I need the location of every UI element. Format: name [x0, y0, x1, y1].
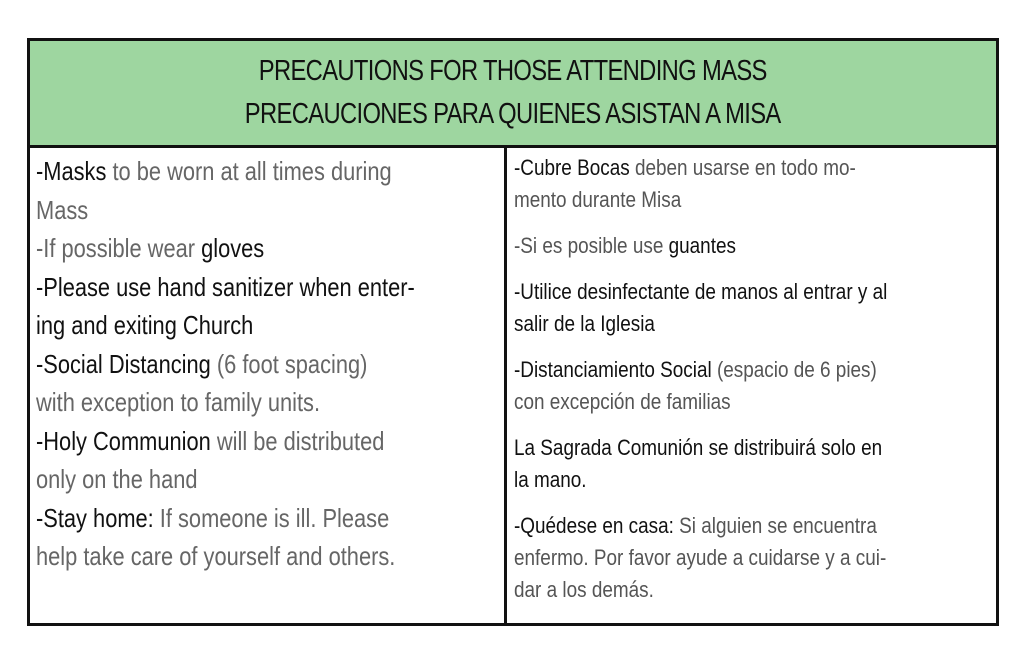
list-item	[36, 499, 506, 538]
item-keyword: -Social Distancing	[36, 348, 211, 379]
list-item	[36, 306, 506, 345]
list-item	[514, 574, 961, 606]
list-item	[514, 542, 961, 574]
item-keyword: -Masks	[36, 156, 107, 186]
item-keyword: -Cubre Bocas	[514, 155, 630, 180]
list-item	[514, 354, 961, 386]
item-text: will be distributed	[210, 425, 385, 456]
spanish-column	[507, 148, 996, 623]
list-item	[514, 276, 961, 308]
list-item	[514, 464, 961, 496]
list-item	[36, 268, 506, 307]
item-text: con excepción de familias	[514, 389, 731, 414]
list-item	[514, 308, 961, 340]
item-text: If someone is ill. Please	[153, 502, 390, 533]
list-item	[36, 345, 506, 384]
item-text: (espacio de 6 pies)	[711, 357, 877, 382]
item-text: Mass	[36, 194, 89, 225]
item-keyword: La Sagrada Comunión se distribuirá solo en	[514, 435, 883, 460]
table-header	[30, 41, 996, 148]
item-text: help take care of yourself and others.	[36, 541, 396, 571]
item-keyword: -Please use hand sanitizer when enter-	[36, 271, 415, 302]
item-keyword: salir de la Iglesia	[514, 311, 655, 336]
item-keyword: gloves	[201, 233, 265, 263]
item-text: -Si es posible use	[514, 233, 669, 258]
item-keyword: -Quédese en casa:	[514, 513, 674, 538]
item-keyword: -Holy Communion	[36, 425, 211, 456]
item-text: to be worn at all times during	[106, 156, 392, 186]
item-text: enfermo. Por favor ayude a cuidarse y a cui-	[514, 545, 887, 570]
item-text: deben usarse en todo mo-	[629, 155, 856, 180]
list-item	[36, 422, 506, 461]
list-item	[514, 510, 961, 542]
list-item	[514, 230, 961, 262]
item-text: Si alguien se encuentra	[673, 513, 877, 538]
english-column	[30, 148, 507, 623]
list-item	[36, 229, 506, 268]
list-item	[36, 152, 506, 191]
item-text: only on the hand	[36, 464, 198, 494]
list-item	[514, 432, 961, 464]
title-english: PRECAUTIONS FOR THOSE ATTENDING MASS	[259, 55, 767, 87]
item-keyword: ing and exiting Church	[36, 310, 254, 340]
item-text: (6 foot spacing)	[210, 348, 368, 379]
item-text: -If possible wear	[36, 233, 202, 263]
list-item	[514, 152, 961, 184]
item-keyword: la mano.	[514, 467, 587, 492]
item-text: dar a los demás.	[514, 577, 654, 602]
list-item	[36, 191, 506, 230]
list-item	[36, 537, 506, 576]
item-text: with exception to family units.	[36, 387, 321, 417]
item-keyword: guantes	[668, 233, 736, 258]
item-keyword: -Stay home:	[36, 502, 154, 533]
precautions-table	[27, 38, 999, 626]
item-keyword: -Distanciamiento Social	[514, 357, 712, 382]
list-item	[36, 383, 506, 422]
item-text: y al	[852, 279, 888, 304]
title-spanish: PRECAUCIONES PARA QUIENES ASISTAN A MISA	[245, 98, 781, 130]
list-item	[36, 460, 506, 499]
item-keyword: -Utilice desinfectante de manos al entrar	[514, 279, 853, 304]
list-item	[514, 386, 961, 418]
item-text: mento durante Misa	[514, 187, 682, 212]
list-item	[514, 184, 961, 216]
